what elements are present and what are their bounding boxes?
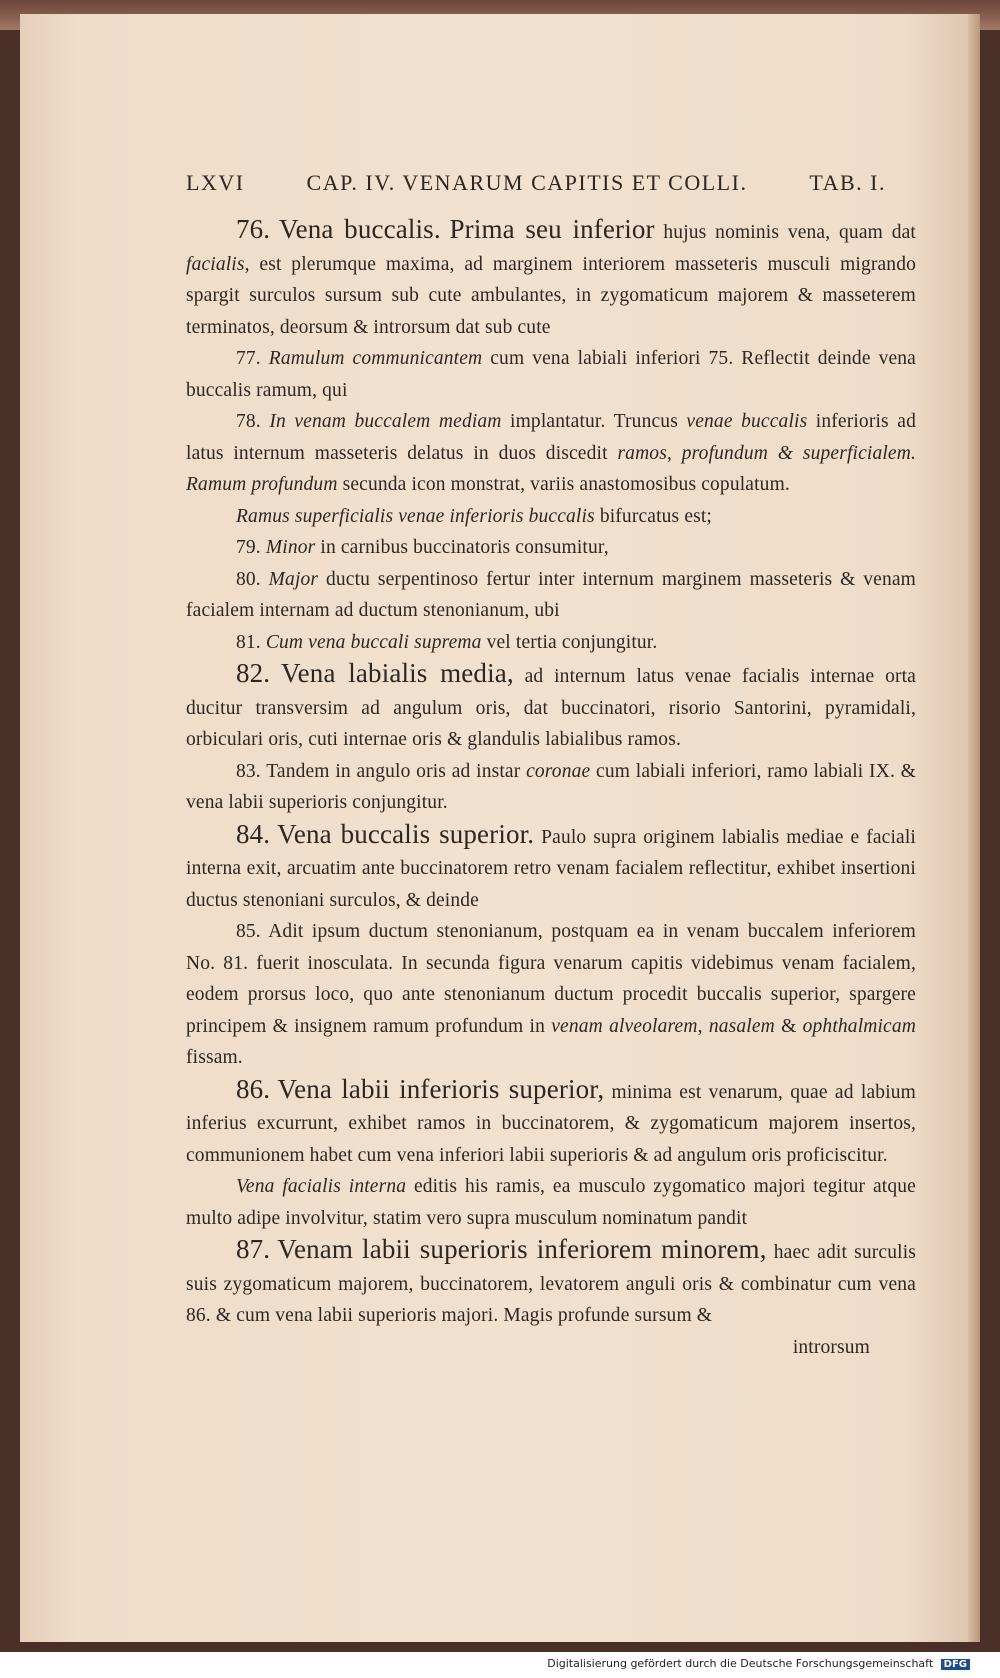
- page-edge-shadow: [968, 14, 980, 1642]
- paragraph-text: Paulo supra originem labialis mediae e faciali interna exit, arcuatim ante buccinatorem retro venam facialem reflectitur, exhibet insertioni ductus stenoniani surculos, & deinde: [186, 826, 916, 911]
- section-heading: Vena labialis media,: [281, 658, 514, 688]
- paragraph-84: [186, 819, 916, 917]
- section-heading: Vena buccalis.: [278, 214, 441, 244]
- paragraph-text: hujus nominis vena, quam dat facialis, est plerumque maxima, ad marginem interiorem masseteris musculi migrando spargit surculos sursum sub cute ambulantes, in zygomaticum majorem & masseterem terminatos, deorsum & introrsum dat sub cute: [186, 222, 916, 338]
- chapter-title: CAP. IV. VENARUM CAPITIS ET COLLI.: [306, 170, 748, 195]
- section-number: 78.: [236, 411, 261, 432]
- digitization-footer: [0, 1652, 1000, 1678]
- paragraph-79: [186, 532, 916, 564]
- section-number: 87.: [236, 1234, 271, 1264]
- paragraph-text: Ramulum communicantem cum vena labiali inferiori 75. Reflectit deinde vena buccalis ramum, qui: [186, 348, 916, 401]
- paragraph-text: Major ductu serpentinoso fertur inter internum marginem masseteris & venam facialem internam ad ductum stenonianum, ubi: [186, 568, 916, 621]
- paragraph-text: Minor in carnibus buccinatoris consumitur,: [265, 537, 609, 558]
- paragraph-text: In venam buccalem mediam implantatur. Truncus venae buccalis inferioris ad latus internum masseteris delatus in duos discedit ramos, profundum & superficialem. Ramum profundum secunda icon monstrat, variis anastomosibus copulatum.: [186, 411, 916, 495]
- section-heading: Venam labii superioris inferiorem minorem,: [277, 1234, 767, 1264]
- section-number: 82.: [236, 658, 271, 688]
- paragraph-text: haec adit surculis suis zygomaticum majorem, buccinatorem, levatorem anguli oris & combinatur cum vena 86. & cum vena labii superioris majori. Magis profunde sursum &: [186, 1242, 916, 1326]
- paragraph-78: [186, 406, 916, 501]
- section-number: 83.: [236, 760, 261, 782]
- paragraph-83: [186, 756, 916, 819]
- section-heading-continued: Prima seu inferior: [449, 214, 655, 244]
- paragraph-text: ad internum latus venae facialis internae orta ducitur transversim ad angulum oris, dat buccinatori, risorio Santorini, pyramidali, orbiculari oris, cuti internae oris & glandulis labialibus ramos.: [186, 666, 916, 750]
- paragraph-87: [186, 1234, 916, 1332]
- paragraph-text: minima est venarum, quae ad labium inferius excurrunt, exhibet ramos in buccinatorem, & zygomaticum majorem insertos, communionem habet cum vena inferiori labii superioris & ad angulum oris proficiscitur.: [186, 1081, 916, 1166]
- catchword: introrsum: [792, 1336, 870, 1358]
- paragraph-86: [186, 1074, 916, 1172]
- section-number: 81.: [236, 631, 261, 653]
- footer-credit: [547, 1657, 970, 1670]
- footer-credit-text: Digitalisierung gefördert durch die Deutsche Forschungsgemeinschaft: [547, 1657, 934, 1670]
- paragraph-78-continued: [186, 501, 916, 533]
- paragraph-text: Tandem in angulo oris ad instar coronae cum labiali inferiori, ramo labiali IX. & vena labii superioris conjungitur.: [186, 760, 916, 813]
- paragraph-text: Cum vena buccali suprema vel tertia conjungitur.: [265, 631, 658, 653]
- page-text-block: [186, 170, 916, 1590]
- page-number: LXVI: [186, 170, 245, 195]
- paragraph-80: [186, 564, 916, 627]
- paragraph-text: Vena facialis interna editis his ramis, ea musculo zygomatico majori tegitur atque multo adipe involvitur, statim vero supra musculum nominatum pandit: [186, 1176, 916, 1229]
- section-number: 76.: [236, 214, 271, 244]
- section-heading: Vena labii inferioris superior,: [277, 1073, 605, 1104]
- paragraph-77: [186, 343, 916, 406]
- paragraph-85: [186, 916, 916, 1074]
- paragraph-81: [186, 627, 916, 659]
- paragraph-76: [186, 214, 916, 343]
- paragraph-text: Adit ipsum ductum stenonianum, postquam ea in venam buccalem inferiorem No. 81. fuerit inosculata. In secunda figura venarum capitis videbimus venam facialem, eodem prorsus loco, quo ante stenonianum ductum procedit buccalis superior, spargere principem & insignem ramum profundum in venam alveolarem, nasalem & ophthalmicam fissam.: [186, 921, 916, 1068]
- section-number: 80.: [236, 568, 261, 590]
- section-heading: Vena buccalis superior.: [277, 818, 535, 849]
- plate-reference: TAB. I.: [809, 170, 886, 195]
- section-number: 85.: [236, 921, 261, 942]
- paragraph-82: [186, 658, 916, 756]
- dfg-logo-icon: DFG: [941, 1659, 970, 1670]
- running-head: [186, 170, 916, 196]
- section-number: 86.: [236, 1073, 271, 1104]
- section-number: 77.: [236, 348, 261, 369]
- section-number: 84.: [236, 818, 271, 849]
- paragraph-86-continued: [186, 1171, 916, 1234]
- section-number: 79.: [236, 537, 261, 558]
- paragraph-text: Ramus superficialis venae inferioris buccalis bifurcatus est;: [236, 505, 712, 527]
